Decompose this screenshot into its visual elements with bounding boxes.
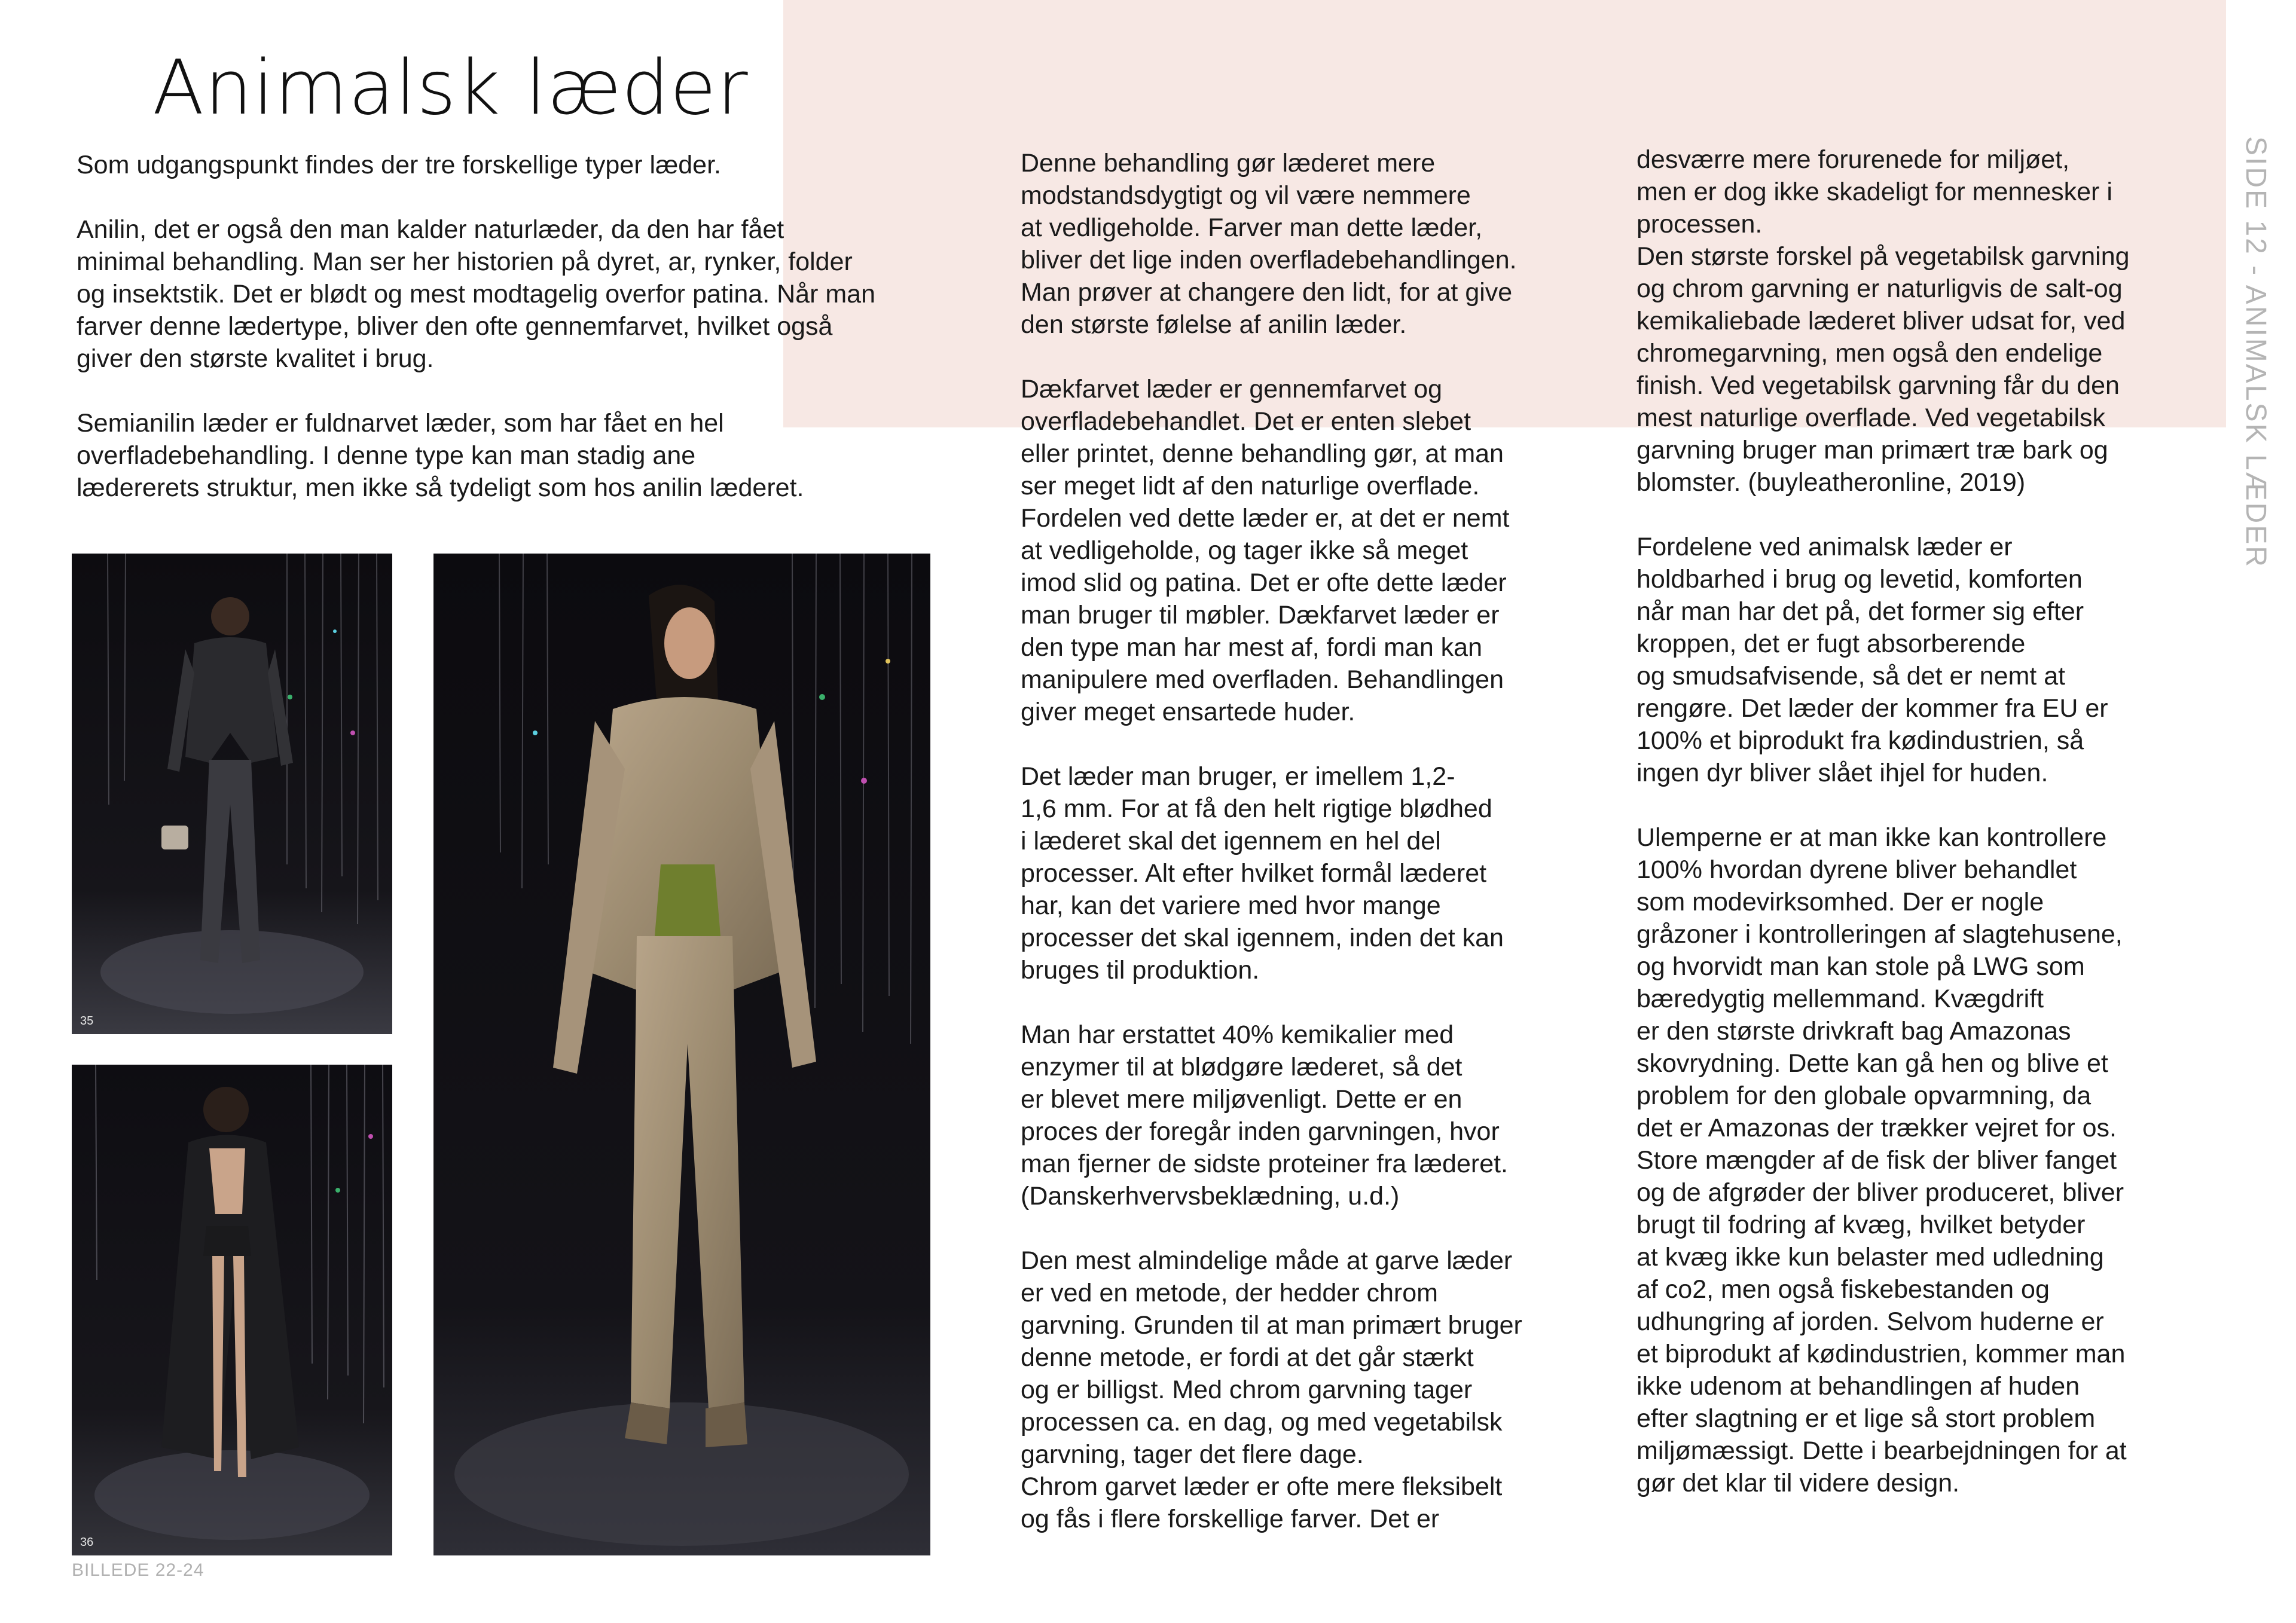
runway-photo-icon	[72, 554, 392, 1034]
body-paragraph: Denne behandling gør læderet mere modstandsdygtigt og vil være nemmere at vedligeholde. Farver man dette læder, bliver det lige inden overfladebehandlingen. Man prøver at changere den lidt, for at give den største følelse af anilin læder.	[1021, 149, 1517, 339]
body-paragraph: Fordelene ved animalsk læder er holdbarhed i brug og levetid, komforten når man har det på, det former sig efter kroppen, det er fugt absorberende og smudsafvisende, så det er nemt at rengøre. Det læder der kommer fra EU er 100% et biprodukt fra kødindustrien, så ingen dyr bliver slået ihjel for huden.	[1636, 533, 2108, 787]
runway-photo-main	[433, 554, 930, 1555]
body-paragraph: Det læder man bruger, er imellem 1,2- 1,6 mm. For at få den helt rigtige blødhed i læderet skal det igennem en hel del processer. Alt efter hvilket formål læderet har, kan det variere med hvor mange processer det skal igennem, inden det kan bruges til produktion.	[1021, 762, 1504, 985]
body-paragraph: Man har erstattet 40% kemikalier med enzymer til at blødgøre læderet, så det er blevet mere miljøvenligt. Dette er en proces der foregår inden garvningen, hvor man fjerner de sidste proteiner fra læderet. (Danskerhvervsbeklædning, u.d.)	[1021, 1020, 1509, 1211]
intro-paragraph: Som udgangspunkt findes der tre forskellige typer læder.	[77, 151, 721, 179]
photo-number: 36	[80, 1536, 94, 1549]
body-paragraph: desværre mere forurenede for miljøet, men er dog ikke skadeligt for mennesker i processen. Den største forskel på vegetabilsk garvning og chrom garvning er naturligvis de salt-og kemikaliebade læderet bliver udsat for, ved chromegarvning, men også den endelige finish. Ved vegetabilsk garvning får du den mest naturlige overflade. Ved vegetabilsk garvning bruger man primært træ bark og blomster. (buyleatheronline, 2019)	[1636, 145, 2130, 497]
middle-column	[1021, 147, 1583, 1535]
intro-paragraph: Semianilin læder er fuldnarvet læder, som har fået en hel overfladebehandling. I denne type kan man stadig ane lædererets struktur, men ikke så tydeligt som hos anilin læderet.	[77, 409, 804, 502]
runway-photo-36	[72, 1065, 392, 1555]
side-label: SIDE 12 - ANIMALSK LÆDER	[2240, 136, 2271, 568]
intro-paragraph: Anilin, det er også den man kalder naturlæder, da den har fået minimal behandling. Man ser her historien på dyret, ar, rynker, folder og insektstik. Det er blødt og mest modtagelig overfor patina. Når man farver denne lædertype, bliver den ofte gennemfarvet, hvilket også giver den største kvalitet i brug.	[77, 215, 876, 373]
runway-photo-35	[72, 554, 392, 1034]
right-column	[1636, 143, 2210, 1499]
image-caption: BILLEDE 22-24	[72, 1560, 204, 1580]
page-title: Animalsk læder	[152, 44, 749, 132]
intro-column	[77, 149, 961, 504]
photo-number: 35	[80, 1014, 94, 1028]
runway-photo-icon	[433, 554, 930, 1555]
body-paragraph: Ulemperne er at man ikke kan kontrollere 100% hvordan dyrene bliver behandlet som modevirksomhed. Der er nogle gråzoner i kontrolleringen af slagtehusene, og hvorvidt man kan stole på LWG som bæredygtig mellemmand. Kvægdrift er den største drivkraft bag Amazonas skovrydning. Dette kan gå hen og blive et problem for den globale opvarmning, da det er Amazonas der trækker vejret for os. Store mængder af de fisk der bliver fanget og de afgrøder der bliver produceret, bliver brugt til fodring af kvæg, hvilket betyder at kvæg ikke kun belaster med udledning af co2, men også fiskebestanden og udhungring af jorden. Selvom huderne er et biprodukt af kødindustrien, kommer man ikke udenom at behandlingen af huden efter slagtning er et lige så stort problem miljømæssigt. Dette i bearbejdningen for at gør det klar til videre design.	[1636, 823, 2127, 1497]
body-paragraph: Dækfarvet læder er gennemfarvet og overfladebehandlet. Det er enten slebet eller printet, denne behandling gør, at man ser meget lidt af den naturlige overflade. Fordelen ved dette læder er, at det er nemt at vedligeholde, og tager ikke så meget imod slid og patina. Det er ofte dette læder man bruger til møbler. Dækfarvet læder er den type man har mest af, fordi man kan manipulere med overfladen. Behandlingen giver meget ensartede huder.	[1021, 375, 1510, 726]
runway-photo-icon	[72, 1065, 392, 1555]
body-paragraph: Den mest almindelige måde at garve læder er ved en metode, der hedder chrom garvning. Grunden til at man primært bruger denne metode, er fordi at det går stærkt og er billigst. Med chrom garvning tager processen ca. en dag, og med vegetabilsk garvning, tager det flere dage. Chrom garvet læder er ofte mere fleksibelt og fås i flere forskellige farver. Det er	[1021, 1246, 1522, 1533]
